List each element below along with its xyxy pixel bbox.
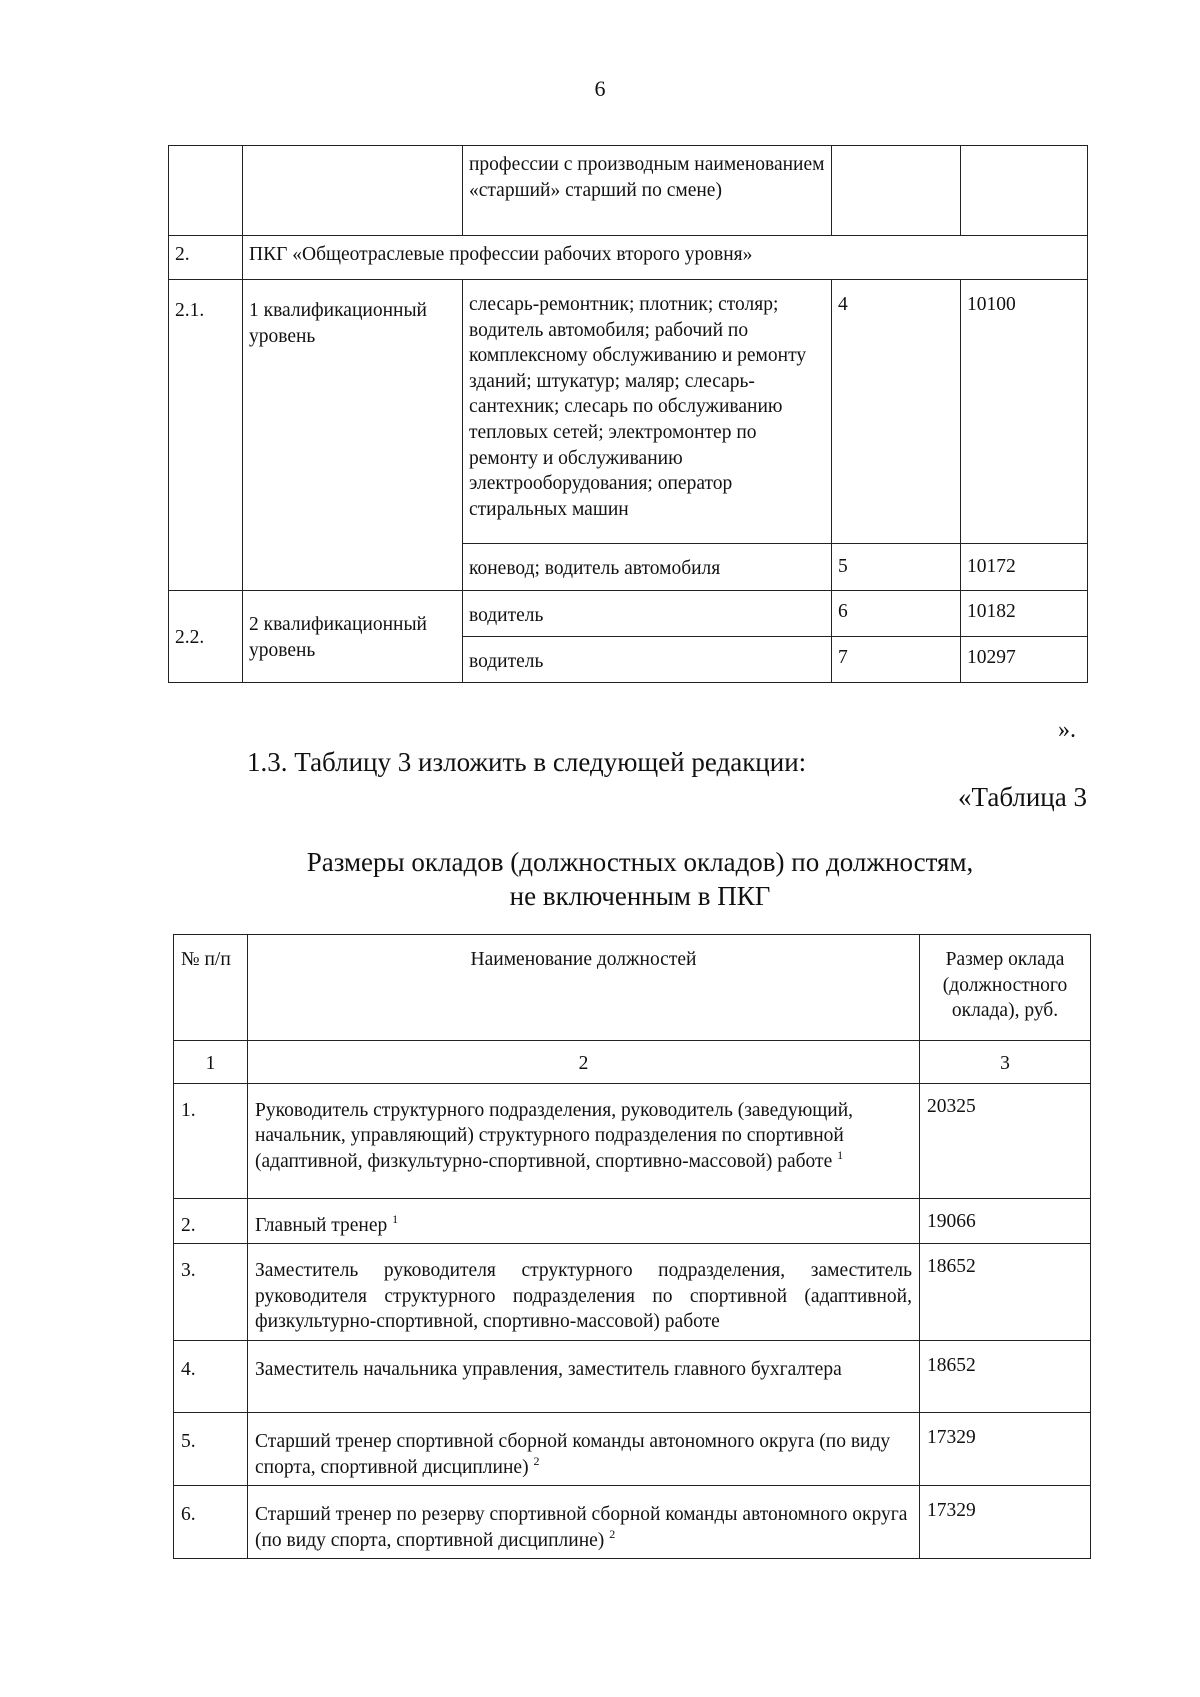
profession-cell: водитель bbox=[463, 637, 832, 683]
salary-cell: 10100 bbox=[961, 280, 1088, 544]
position-name bbox=[248, 1244, 920, 1341]
position-text: Главный тренер bbox=[255, 1214, 388, 1236]
grade-cell: 4 bbox=[832, 280, 961, 544]
salary-value: 17329 bbox=[920, 1486, 1091, 1559]
row-number: 2. bbox=[174, 1198, 248, 1244]
table-row bbox=[174, 1198, 1091, 1244]
position-text: Заместитель начальника управления, заместитель главного бухгалтера bbox=[255, 1358, 842, 1380]
table-cell bbox=[832, 146, 961, 236]
group-title: ПКГ «Общеотраслевые профессии рабочих второго уровня» bbox=[243, 236, 1088, 280]
table-row bbox=[174, 1244, 1091, 1341]
grade-cell: 6 bbox=[832, 591, 961, 637]
salary-cell: 10172 bbox=[961, 544, 1088, 591]
table-row bbox=[169, 146, 1088, 236]
profession-cell: водитель bbox=[463, 591, 832, 637]
header-salary-line: Размер оклада bbox=[945, 949, 1065, 970]
group-number: 2. bbox=[169, 236, 243, 280]
table-label: «Таблица 3 bbox=[958, 782, 1087, 812]
instruction-text: 1.3. Таблицу 3 изложить в следующей редакции: bbox=[247, 747, 807, 777]
position-text: Заместитель руководителя структурного подразделения, заместитель руководителя структурного подразделения по спортивной (адаптивной, физкультурно-спортивной, спортивно-массовой) работе bbox=[255, 1260, 912, 1333]
table-row bbox=[174, 1412, 1091, 1485]
position-name bbox=[248, 1198, 920, 1244]
title-line: Размеры окладов (должностных окладов) по должностям, bbox=[306, 847, 974, 877]
profession-cell: профессии с производным наименованием «старший» старший по смене) bbox=[463, 146, 832, 236]
column-numbers-row bbox=[174, 1041, 1091, 1084]
position-text: Старший тренер по резерву спортивной сборной команды автономного округа (по виду спорта, спортивной дисциплине) bbox=[255, 1504, 908, 1551]
salary-value: 17329 bbox=[920, 1412, 1091, 1485]
professions-table bbox=[168, 145, 1088, 683]
position-name bbox=[248, 1083, 920, 1198]
header-salary-line: оклада), руб. bbox=[951, 1000, 1059, 1022]
footnote-mark: 1 bbox=[837, 1147, 844, 1162]
salary-value: 20325 bbox=[920, 1083, 1091, 1198]
table-row bbox=[174, 1083, 1091, 1198]
row-number: 1. bbox=[174, 1083, 248, 1198]
header-no: № п/п bbox=[174, 935, 248, 1041]
position-text: Старший тренер спортивной сборной команды автономного округа (по виду спорта, спортивной дисциплине) bbox=[255, 1430, 891, 1478]
footnote-mark: 2 bbox=[533, 1453, 540, 1468]
group-row bbox=[169, 236, 1088, 280]
table-row bbox=[174, 1340, 1091, 1412]
column-number: 2 bbox=[248, 1041, 920, 1084]
grade-cell: 7 bbox=[832, 637, 961, 683]
row-number: 6. bbox=[174, 1486, 248, 1559]
table-cell bbox=[961, 146, 1088, 236]
footnote-mark: 1 bbox=[392, 1211, 399, 1226]
position-name bbox=[248, 1340, 920, 1412]
title-line: не включенным в ПКГ bbox=[509, 881, 771, 911]
salary-value: 18652 bbox=[920, 1244, 1091, 1341]
position-name bbox=[248, 1412, 920, 1485]
salary-value: 18652 bbox=[920, 1340, 1091, 1412]
profession-cell: коневод; водитель автомобиля bbox=[463, 544, 832, 591]
column-number: 3 bbox=[920, 1041, 1091, 1084]
page-number: 6 bbox=[594, 76, 606, 101]
grade-cell: 5 bbox=[832, 544, 961, 591]
level-name: 1 квалификационный уровень bbox=[243, 280, 463, 591]
position-name bbox=[248, 1486, 920, 1559]
profession-cell: слесарь-ремонтник; плотник; столяр; водитель автомобиля; рабочий по комплексному обслуживанию и ремонту зданий; штукатур; маляр; слесарь-сантехник; слесарь по обслуживанию тепловых сетей; электромонтер по ремонту и обслуживанию электрооборудования; оператор стиральных машин bbox=[463, 280, 832, 544]
footnote-mark: 2 bbox=[609, 1526, 616, 1541]
row-number: 5. bbox=[174, 1412, 248, 1485]
table-row bbox=[169, 280, 1088, 544]
level-number: 2.2. bbox=[169, 591, 243, 683]
salary-cell: 10297 bbox=[961, 637, 1088, 683]
salary-cell: 10182 bbox=[961, 591, 1088, 637]
position-text: Руководитель структурного подразделения, руководитель (заведующий, начальник, управляющий) структурного подразделения по спортивной (адаптивной, физкультурно-спортивной, спортивно-массовой) работе bbox=[255, 1099, 854, 1172]
header-row bbox=[174, 935, 1091, 1041]
row-number: 4. bbox=[174, 1340, 248, 1412]
table-title bbox=[180, 845, 1100, 913]
column-number: 1 bbox=[174, 1041, 248, 1084]
level-number: 2.1. bbox=[169, 280, 243, 591]
table-row bbox=[169, 591, 1088, 637]
header-name: Наименование должностей bbox=[248, 935, 920, 1041]
salaries-table bbox=[173, 934, 1091, 1559]
table-cell bbox=[169, 146, 243, 236]
header-salary-line: (должностного bbox=[942, 974, 1068, 996]
closing-quote: ». bbox=[1058, 717, 1076, 743]
header-salary bbox=[920, 935, 1091, 1041]
table-row bbox=[174, 1486, 1091, 1559]
table-cell bbox=[243, 146, 463, 236]
level-name: 2 квалификационный уровень bbox=[243, 591, 463, 683]
salary-value: 19066 bbox=[920, 1198, 1091, 1244]
row-number: 3. bbox=[174, 1244, 248, 1341]
